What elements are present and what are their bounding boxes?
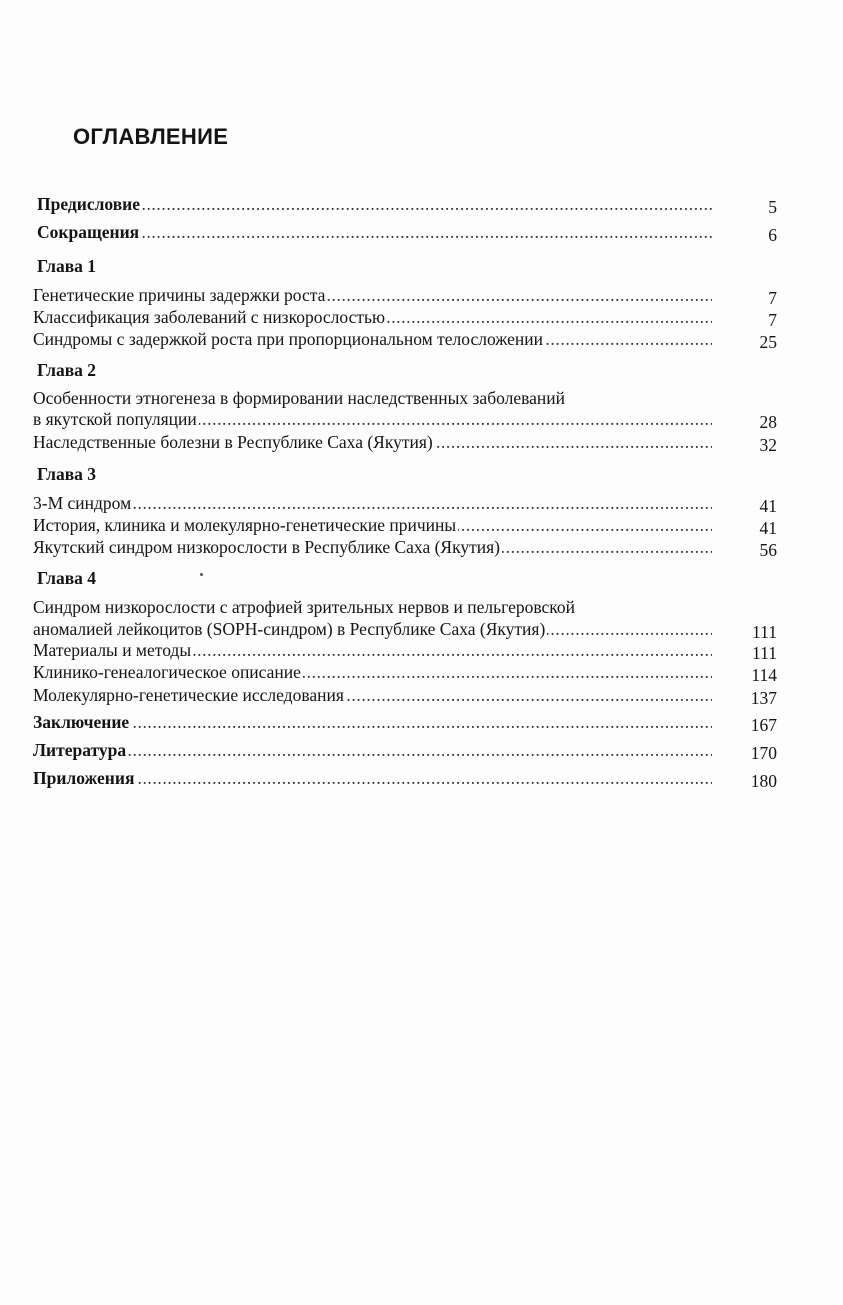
toc-entry-label: Классификация заболеваний с низкорослостью	[33, 307, 386, 327]
toc-entry-label: аномалией лейкоцитов (SOPH-синдром) в Республике Саха (Якутия)	[33, 619, 546, 639]
toc-entry-page: 7	[768, 310, 777, 330]
toc-entry-page: 6	[768, 225, 777, 245]
toc-entry-page: 25	[759, 332, 777, 352]
leader-dots	[33, 712, 712, 733]
toc-entry-page: 28	[759, 412, 777, 432]
toc-entry-label: в якутской популяции	[33, 409, 197, 429]
toc-entry-page: 167	[750, 715, 777, 735]
toc-entry-label: Синдромы с задержкой роста при пропорциональном телосложении	[33, 329, 543, 349]
toc-entry-label: Якутский синдром низкорослости в Республике Саха (Якутия)	[33, 537, 500, 557]
print-speck	[200, 573, 203, 576]
toc-entry-page: 170	[750, 743, 777, 763]
toc-entry-label: Предисловие	[37, 194, 141, 214]
toc-entry-page: 7	[768, 288, 777, 308]
toc-entry-page: 56	[759, 540, 777, 560]
toc-entry-label: Молекулярно-генетические исследования	[33, 685, 344, 705]
chapter-heading: Глава 4	[37, 568, 97, 588]
toc-entry-page: 41	[759, 518, 777, 538]
page-title: ОГЛАВЛЕНИЕ	[73, 124, 229, 149]
toc-entry-label: Наследственные болезни в Республике Саха (Якутия)	[33, 432, 433, 452]
toc-entry-label: Генетические причины задержки роста	[33, 285, 326, 305]
toc-entry-label: Приложения	[33, 768, 135, 788]
toc-entry-page: 5	[768, 197, 777, 217]
leader-dots	[33, 740, 712, 761]
toc-entry-label: История, клиника и молекулярно-генетические причины	[33, 515, 457, 535]
toc-entry-label: 3-М синдром	[33, 493, 132, 513]
toc-entry-label: Материалы и методы	[33, 640, 192, 660]
toc-entry-label: Заключение	[33, 712, 130, 732]
toc-entry-page: 111	[752, 643, 777, 663]
leader-dots	[33, 493, 712, 514]
toc-entry-label: Клинико-генеалогическое описание	[33, 662, 301, 682]
toc-entry-page: 32	[759, 435, 777, 455]
chapter-heading: Глава 1	[37, 256, 97, 276]
toc-entry-label-line1: Особенности этногенеза в формировании наследственных заболеваний	[33, 388, 566, 408]
chapter-heading: Глава 2	[37, 360, 97, 380]
toc-entry-page: 41	[759, 496, 777, 516]
toc-entry-page: 114	[751, 665, 777, 685]
toc-entry-page: 180	[750, 771, 777, 791]
toc-entry-label: Сокращения	[37, 222, 140, 242]
toc-entry-label: Литература	[33, 740, 127, 760]
chapter-heading: Глава 3	[37, 464, 97, 484]
toc-entry-label-line1: Синдром низкорослости с атрофией зрительных нервов и пельгеровской	[33, 597, 576, 617]
toc-entry-page: 111	[752, 622, 777, 642]
toc-entry-page: 137	[750, 688, 777, 708]
